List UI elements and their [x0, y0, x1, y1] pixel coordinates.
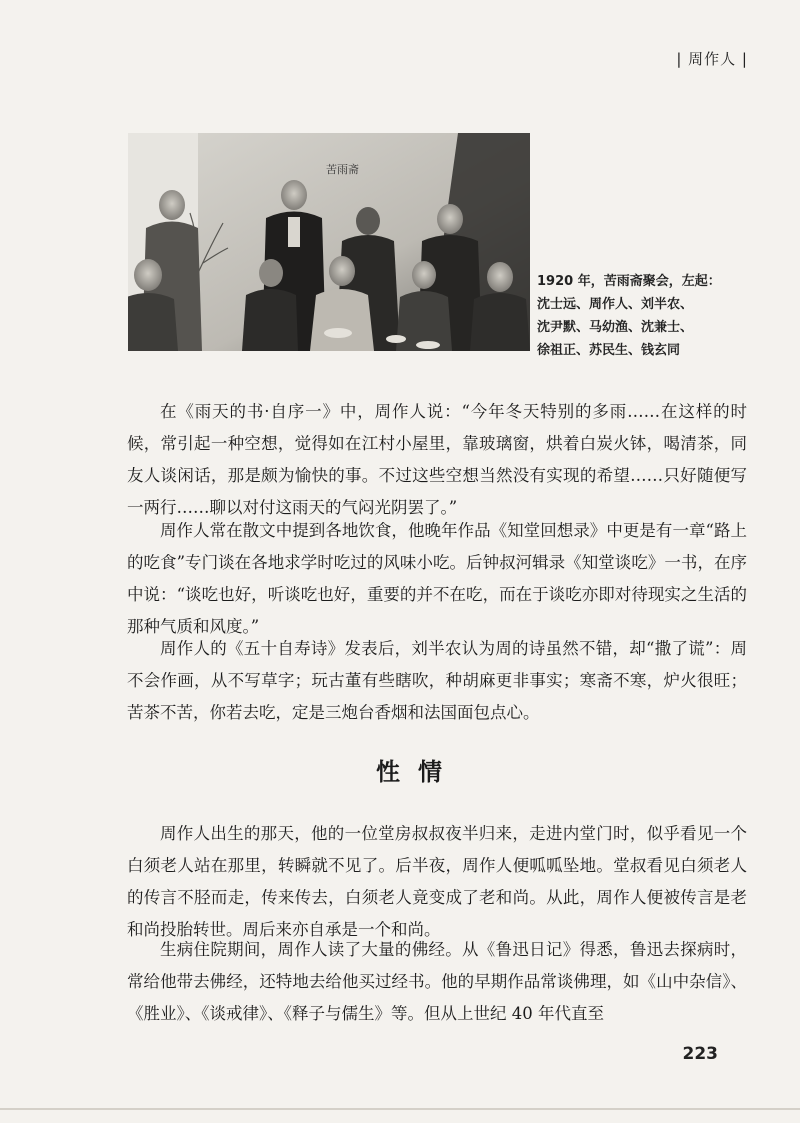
page-bottom-divider	[0, 1108, 800, 1110]
photo-inscription: 苦雨斋	[326, 163, 359, 176]
body-paragraph: 在《雨天的书·自序一》中，周作人说：“今年冬天特别的多雨……在这样的时候，常引起一种空想，觉得如在江村小屋里，靠玻璃窗，烘着白炭火钵，喝清茶，同友人谈闲话，那是颇为愉快的事。不过这些空想当然没有实现的希望……只好随便写一两行……聊以对付这雨天的气闷光阴罢了。”	[127, 402, 747, 517]
page-number: 223	[682, 1044, 718, 1064]
caption-line: 沈尹默、马幼渔、沈兼士、	[537, 320, 694, 335]
body-paragraph: 周作人出生的那天，他的一位堂房叔叔夜半归来，走进内堂门时，似乎看见一个白须老人站在那里，转瞬就不见了。后半夜，周作人便呱呱坠地。堂叔看见白须老人的传言不胫而走，传来传去，白须老人竟变成了老和尚。从此，周作人便被传言是老和尚投胎转世。周后来亦自承是一个和尚。	[127, 824, 747, 939]
body-paragraph: 生病住院期间，周作人读了大量的佛经。从《鲁迅日记》得悉，鲁迅去探病时，常给他带去佛经，还特地去给他买过经书。他的早期作品常谈佛理，如《山中杂信》、《胜业》、《谈戒律》、《释子与儒生》等。但从上世纪 40 年代直至	[127, 940, 747, 1023]
section-heading: 性情	[376, 758, 460, 786]
caption-line: 徐祖正、苏民生、钱玄同	[537, 343, 681, 358]
body-paragraph: 周作人常在散文中提到各地饮食，他晚年作品《知堂回想录》中更是有一章“路上的吃食”专门谈在各地求学时吃过的风味小吃。后钟叔河辑录《知堂谈吃》一书，在序中说：“谈吃也好，听谈吃也好，重要的并不在吃，而在于谈吃亦即对待现实之生活的那种气质和风度。”	[127, 521, 747, 636]
caption-line: 沈士远、周作人、刘半农、	[537, 297, 694, 312]
running-header: | 周作人 |	[676, 50, 748, 68]
body-paragraph: 周作人的《五十自寿诗》发表后，刘半农认为周的诗虽然不错，却“撒了谎”：周不会作画，从不写草字；玩古董有些瞎吹，种胡麻更非事实；寒斋不寒，炉火很旺；苦茶不苦，你若去吃，定是三炮台香烟和法国面包点心。	[127, 639, 747, 722]
photo-caption	[537, 270, 747, 362]
caption-line: 1920 年，苦雨斋聚会，左起：	[537, 274, 721, 289]
group-photo	[128, 133, 530, 351]
